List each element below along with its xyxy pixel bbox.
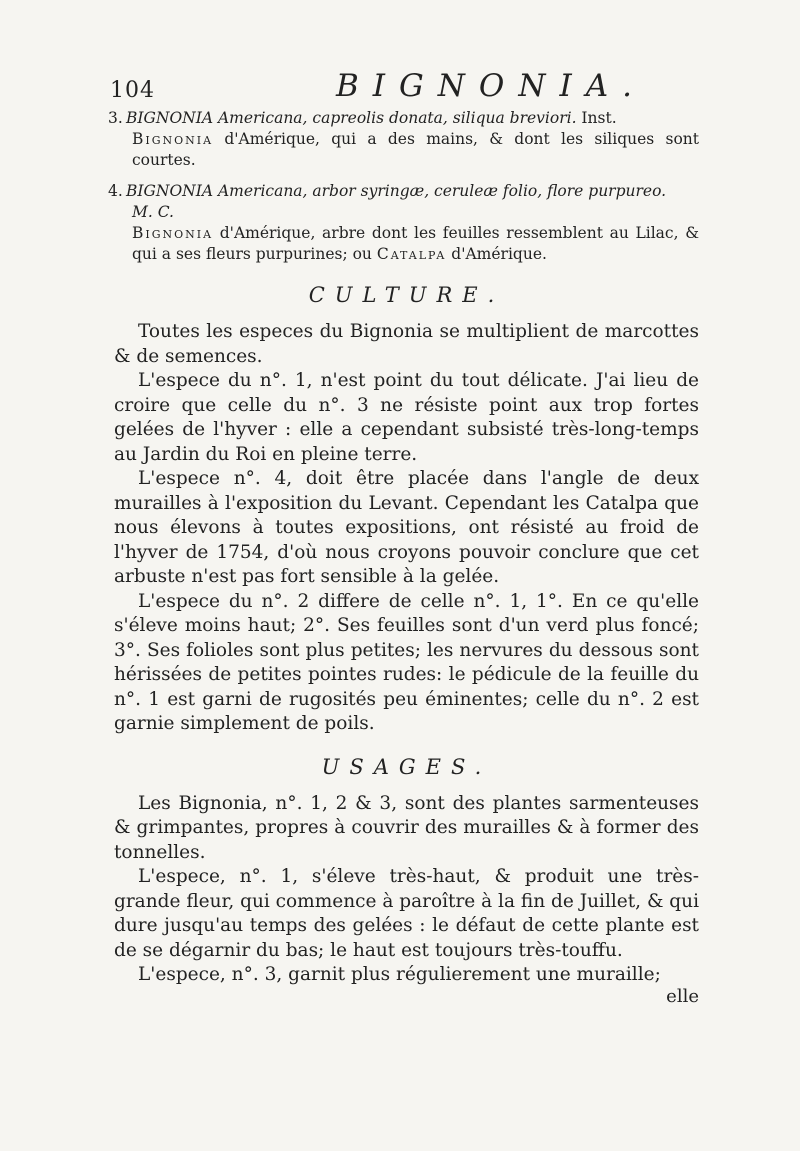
species-entry-4 — [108, 181, 699, 265]
french-name: Bignonia — [132, 224, 214, 242]
paragraph: L'espece, n°. 3, garnit plus régulierement une muraille; — [138, 964, 661, 985]
page-header — [110, 64, 730, 104]
entry-number: 4. — [108, 182, 123, 200]
catchword: elle — [666, 985, 699, 1007]
section-heading-culture: CULTURE. — [308, 283, 505, 307]
running-title: BIGNONIA. — [336, 68, 646, 104]
french-description-tail: d'Amérique. — [446, 245, 547, 263]
page-number: 104 — [110, 78, 155, 103]
french-description: d'Amérique, qui a des mains, & dont les siliques sont courtes. — [132, 130, 699, 169]
author-abbrev: M. C. — [132, 203, 174, 221]
paragraph: Toutes les especes du Bignonia se multiplient de marcottes & de semences. — [114, 321, 699, 367]
entry-number: 3. — [108, 109, 123, 127]
paragraph: L'espece n°. 4, doit être placée dans l'angle de deux murailles à l'exposition du Levant. Cependant les Catalpa que nous élevons à toutes expositions, ont résisté au froid de l'hyver de 1754, d'où nous croyons pouvoir conclure que cet arbuste n'est pas fort sensible à la gelée. — [114, 468, 699, 587]
french-description: d'Amérique, arbre dont les feuilles ressemblent au Lilac, & qui a ses fleurs purpurines; ou — [132, 224, 699, 263]
page-body — [108, 108, 699, 1007]
paragraph: L'espece, n°. 1, s'éleve très-haut, & produit une très-grande fleur, qui commence à paroître à la fin de Juillet, & qui dure jusqu'au temps des gelées : le défaut de cette plante est de se dégarnir du bas; le haut est toujours très-touffu. — [114, 866, 699, 961]
french-name-alt: Catalpa — [376, 245, 447, 263]
latin-name: BIGNONIA Americana, arbor syringæ, ceruleæ folio, flore purpureo. — [126, 182, 667, 200]
paragraph: L'espece du n°. 1, n'est point du tout délicate. J'ai lieu de croire que celle du n°. 3 ne résiste point aux trop fortes gelées de l'hyver : elle a cependant subsisté très-long-temps au Jardin du Roi en pleine terre. — [114, 370, 699, 465]
section-heading-usages: USAGES. — [321, 754, 492, 779]
paragraph: Les Bignonia, n°. 1, 2 & 3, sont des plantes sarmenteuses & grimpantes, propres à couvrir des murailles & à former des tonnelles. — [114, 792, 699, 863]
latin-name: BIGNONIA Americana, capreolis donata, siliqua breviori. — [126, 109, 577, 127]
citation: Inst. — [576, 109, 617, 127]
french-name: Bignonia — [132, 130, 214, 148]
species-entry-3 — [108, 108, 699, 171]
paragraph: L'espece du n°. 2 differe de celle n°. 1, 1°. En ce qu'elle s'éleve moins haut; 2°. Ses feuilles sont d'un verd plus foncé; 3°. Ses folioles sont plus petites; les nervures du dessous sont hérissées de petites pointes rudes: le pédicule de la feuille du n°. 1 est garni de rugosités peu éminentes; celle du n°. 2 est garnie simplement de poils. — [114, 590, 699, 734]
